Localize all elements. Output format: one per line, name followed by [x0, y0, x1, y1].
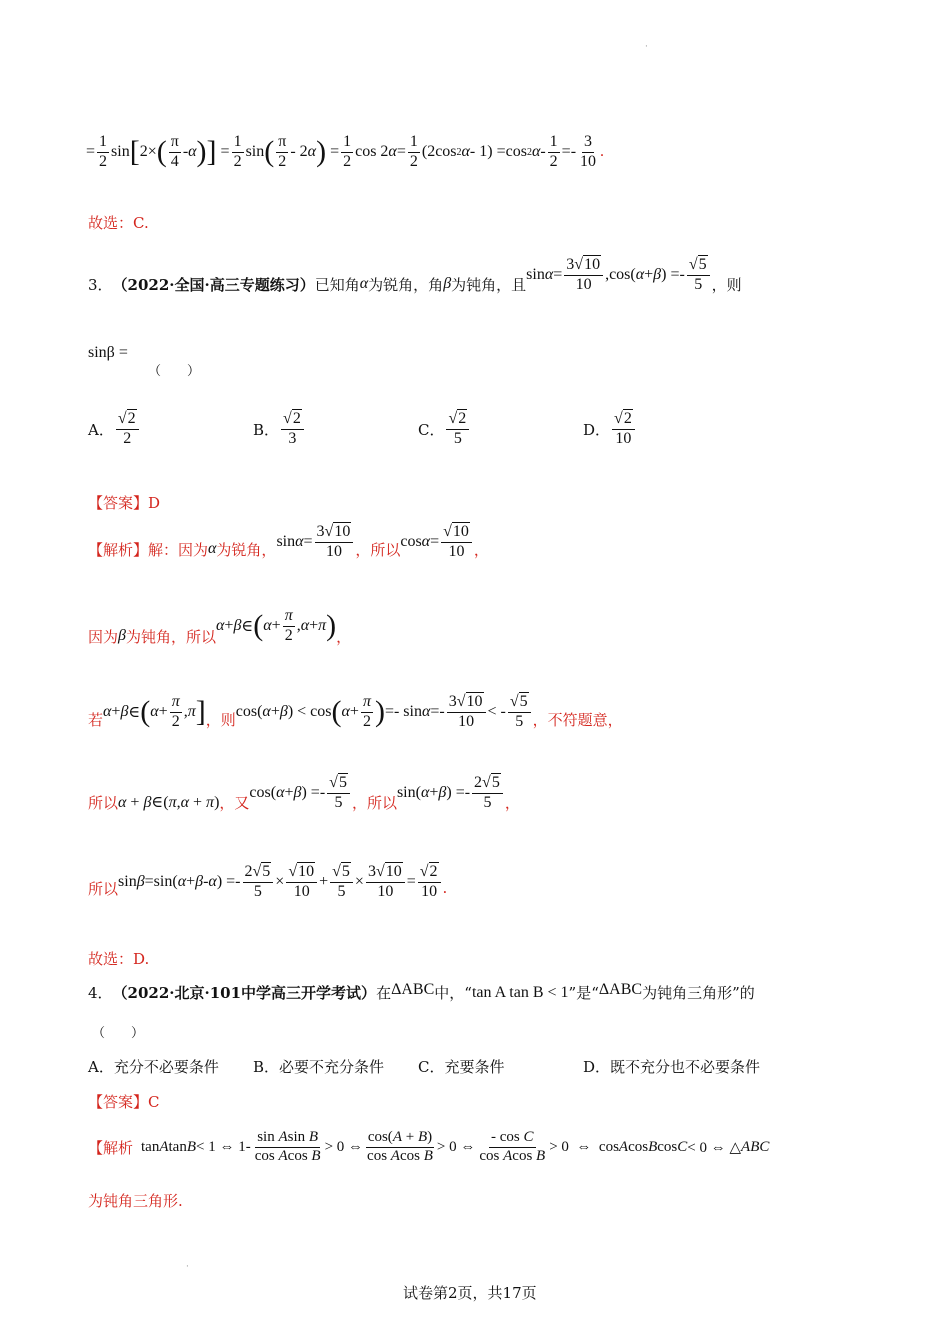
q4-quote1: “: [464, 983, 472, 1002]
answer-c-line: 故选：C.: [88, 214, 149, 232]
q3-line-e1: 所以: [88, 879, 119, 898]
q4-option-d[interactable]: [583, 1056, 760, 1077]
q3-text3: 为钝角，且: [451, 275, 527, 294]
q3-line-e-expr: sin β =sin( α + β - α ) =- $\frac{2√5}{5}$ × $\frac{√10}{10}$ + $\frac{√5}{5}$ × $\frac{3√10}{10}$ = $\frac{√2}{10}$: [118, 864, 443, 901]
question-3: [88, 255, 742, 306]
q3-source: （2022·全国·高三专题练习）: [112, 275, 315, 294]
q3-line-d-expr1: α + β∈(π,α + π): [118, 794, 220, 811]
q4-option-c-label: C．: [418, 1058, 445, 1076]
q4-analysis-tail: 为钝角三角形.: [88, 1192, 183, 1210]
q3-line-b1: 因为: [88, 627, 119, 646]
page-footer: 试卷第2页，共17页: [403, 1284, 537, 1302]
q4-text3: 为钝角三角形”的: [642, 984, 755, 1002]
q3-analysis-sin: sin α = $\frac{3√10}{10}$: [276, 524, 355, 561]
q4-text2: 中，: [434, 984, 465, 1002]
q4-option-a[interactable]: [88, 1056, 219, 1077]
q3-option-b-label: B．: [253, 420, 280, 439]
q3-line-b3: ，: [336, 627, 352, 646]
q3-option-a[interactable]: [88, 405, 141, 453]
q4-analysis: [88, 1122, 769, 1172]
q3-option-d-label: D．: [583, 420, 611, 439]
q3-text4: ，则: [711, 275, 742, 294]
q3-text2: 为锐角，角: [368, 275, 444, 294]
formula-1-expr: = $\frac{1}{2}$ sin [ 2× ( $\frac{\pi}{4}$ - α ) ] = $\frac{1}{2}$ sin ( $\frac{\pi}{2}$ - 2 α ) = $\frac{1}{2}$ cos 2 α = $\frac{1}{2}$ (2cos 2 α - 1) =cos 2 α - $\frac{1}{2}$ =- $\frac{3}{10}$: [86, 132, 597, 170]
q4-analysis-expr: tan A tan B < 1 ⇔ 1- $\frac{\text{sin Asin B}}{\text{cos Acos B}}$ > 0 ⇔ $\frac{\cos(A + B)}{\text{cos Acos B}}$ > 0 ⇔ $\frac{\text{- cos C}}{\text{cos Acos B}}$ > 0 ⇔ cos A cos B cos C < 0 ⇔ △ ABC: [141, 1128, 770, 1164]
q3-line-d4: ，: [504, 793, 520, 812]
q4-number: 4．: [88, 984, 113, 1002]
q3-ask: sinβ =: [88, 344, 128, 361]
q3-analysis-line-1: [88, 522, 489, 573]
q4-option-b-label: B．: [253, 1058, 280, 1076]
q3-line-b-beta: β: [118, 627, 126, 644]
q4-quote2: ”是“: [568, 984, 599, 1002]
formula-1-end: .: [600, 143, 605, 160]
q4-option-b-text: 必要不充分条件: [279, 1058, 385, 1076]
q3-alpha: α: [359, 275, 369, 292]
q4-source: （2022·北京·101中学高三开学考试）: [112, 984, 377, 1002]
q3-analysis-t2: ，所以: [355, 540, 401, 559]
formula-line-1: [86, 128, 604, 176]
q4-answer: 【答案】C: [88, 1093, 160, 1111]
q3-analysis-line-3: [88, 692, 623, 746]
q4-option-c[interactable]: [418, 1056, 505, 1077]
q3-analysis-head: 【解析】解：因为: [88, 540, 209, 559]
q4-option-d-label: D．: [583, 1058, 611, 1076]
q3-line-b-expr: α + β ∈ ( α + $\frac{\pi}{2}$ , α + π ): [216, 606, 337, 644]
q3-line-c1: 若: [88, 710, 104, 729]
q3-line-c-expr2: cos( α + β ) < cos ( α + $\frac{\pi}{2}$ ) =- sin α =- $\frac{3√10}{10}$ < - $\frac{√5}{5}$: [236, 694, 533, 731]
q3-number: 3．: [88, 275, 113, 294]
top-dot: ·: [645, 42, 648, 52]
q4-option-a-label: A．: [88, 1058, 114, 1076]
bottom-dot: ·: [186, 1262, 189, 1272]
q3-line-e2: .: [442, 879, 448, 897]
q3-option-d-value: $\frac{√2}{10}$: [612, 411, 635, 448]
q4-option-b[interactable]: [253, 1056, 384, 1077]
q3-option-a-label: A．: [88, 420, 114, 439]
q3-beta: β: [443, 275, 452, 292]
q3-answer: 【答案】D: [88, 494, 161, 512]
q4-option-d-text: 既不充分也不必要条件: [610, 1058, 761, 1076]
q4-option-a-text: 充分不必要条件: [113, 1058, 219, 1076]
q3-paren: （ ）: [148, 364, 201, 379]
q4-option-c-text: 充要条件: [444, 1058, 505, 1076]
q3-final: 故选：D.: [88, 950, 150, 968]
q3-option-b-value: $\frac{√2}{3}$: [281, 411, 304, 448]
q3-line-b2: 为钝角，所以: [125, 627, 216, 646]
q3-analysis-line-4: [88, 773, 520, 828]
q4-cond: tan A tan B < 1: [471, 983, 569, 1001]
q3-analysis-alpha: α: [208, 540, 217, 557]
q4-tri: ΔABC: [391, 980, 435, 998]
q3-option-c-value: $\frac{√2}{5}$: [446, 411, 469, 448]
q4-analysis-head: 【解析: [88, 1138, 134, 1157]
q3-analysis-line-2: [88, 606, 352, 662]
q3-line-d2: ，又: [219, 793, 250, 812]
q3-line-c-expr1: α + β ∈ ( α + $\frac{\pi}{2}$ , π ]: [103, 692, 206, 730]
q3-analysis-t1: 为锐角，: [216, 540, 277, 559]
q4-tri2: ΔABC: [598, 980, 643, 998]
q3-text1: 已知角: [314, 275, 360, 294]
q3-option-c-label: C．: [418, 420, 445, 439]
question-4: [88, 982, 755, 1003]
q3-line-c2: ，则: [205, 710, 236, 729]
q3-line-d1: 所以: [88, 793, 119, 812]
q3-analysis-t3: ，: [473, 540, 489, 559]
q4-text1: 在: [376, 984, 392, 1002]
q3-line-d-expr3: sin( α + β ) =- $\frac{2√5}{5}$: [397, 775, 505, 812]
q3-line-d-expr2: cos( α + β ) =- $\frac{√5}{5}$: [249, 775, 352, 812]
q3-line-d3: ，所以: [351, 793, 397, 812]
q3-given: sin α = $\frac{3√10}{10}$ ,cos( α + β ) =- $\frac{√5}{5}$: [526, 257, 711, 294]
q4-paren: （ ）: [92, 1026, 145, 1041]
q3-option-d[interactable]: [583, 405, 637, 453]
q3-line-c3: ，不符题意，: [532, 710, 623, 729]
q3-option-a-value: $\frac{√2}{2}$: [116, 411, 139, 448]
q3-analysis-cos: cos α = $\frac{√10}{10}$: [400, 524, 474, 561]
q3-analysis-line-5: [88, 862, 447, 914]
q3-option-c[interactable]: [418, 405, 471, 453]
q3-option-b[interactable]: [253, 405, 306, 453]
